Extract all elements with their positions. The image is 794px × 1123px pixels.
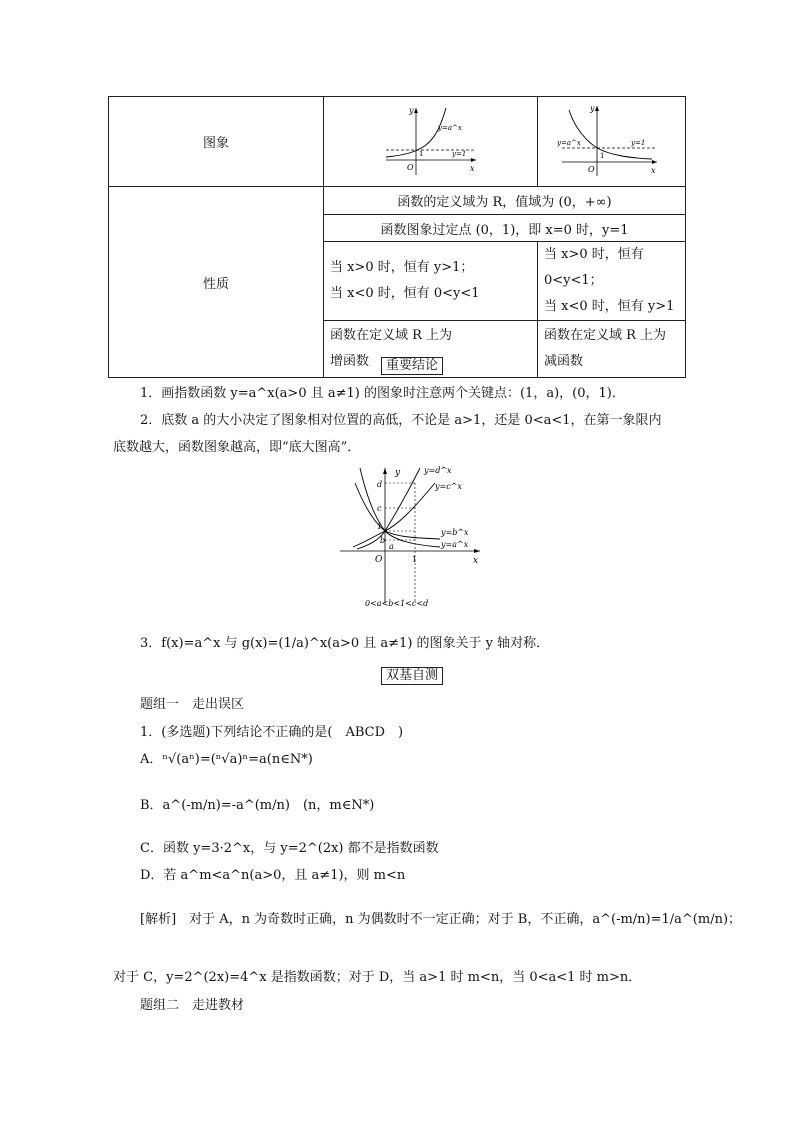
property-decreasing bbox=[538, 321, 686, 378]
property-fixed-point: 函数图象过定点 (0，1)，即 x=0 时，y=1 bbox=[324, 215, 686, 242]
row-label-graph: 图象 bbox=[109, 97, 324, 187]
conclusion-1: 1．画指数函数 y=a^x(a>0 且 a≠1) 的图象时注意两个关键点：(1，a)，(0，1)． bbox=[140, 386, 625, 401]
graph-a-less-than-1 bbox=[538, 97, 686, 187]
svg-text:1: 1 bbox=[418, 149, 423, 158]
svg-text:y=1: y=1 bbox=[630, 138, 645, 147]
svg-text:y=a^x: y=a^x bbox=[441, 540, 469, 549]
svg-text:x: x bbox=[469, 163, 475, 173]
question-1-option-c: C．函数 y=3·2^x，与 y=2^(2x) 都不是指数函数 bbox=[140, 841, 439, 856]
svg-text:b: b bbox=[380, 536, 386, 545]
svg-text:x: x bbox=[473, 556, 479, 566]
property-line: 增函数 bbox=[330, 354, 370, 369]
svg-text:1: 1 bbox=[412, 555, 418, 564]
conclusion-2-line2: 底数越大，函数图象越高，即“底大图高”． bbox=[113, 440, 361, 455]
svg-text:y=d^x: y=d^x bbox=[424, 466, 452, 475]
svg-text:y=a^x: y=a^x bbox=[437, 123, 462, 132]
property-line: 当 x>0 时，恒有 0<y<1； bbox=[544, 247, 644, 288]
section-heading-self-test: 双基自测 bbox=[381, 667, 443, 685]
exponential-family-figure bbox=[335, 463, 485, 613]
svg-text:0<a<b<1<c<d: 0<a<b<1<c<d bbox=[365, 599, 429, 608]
property-range-a-lt-1 bbox=[538, 242, 686, 321]
property-line: 当 x<0 时，恒有 y>1 bbox=[544, 299, 675, 314]
svg-text:1: 1 bbox=[377, 522, 383, 531]
group-1-title: 题组一 走出误区 bbox=[140, 697, 245, 712]
section-heading-conclusions: 重要结论 bbox=[381, 357, 443, 375]
svg-text:y: y bbox=[589, 103, 595, 113]
svg-text:1: 1 bbox=[599, 151, 604, 160]
property-line: 减函数 bbox=[544, 354, 584, 369]
svg-text:O: O bbox=[587, 164, 595, 174]
svg-text:y=1: y=1 bbox=[451, 149, 466, 158]
svg-text:x: x bbox=[650, 165, 656, 175]
property-line: 当 x<0 时，恒有 0<y<1 bbox=[330, 286, 480, 301]
svg-text:y=b^x: y=b^x bbox=[441, 528, 469, 537]
analysis-line-1: [解析] 对于 A，n 为奇数时正确，n 为偶数时不一定正确；对于 B，不正确，a^(-m/n)=1/a^(m/n)； bbox=[140, 912, 742, 927]
decreasing-exponential-graph bbox=[557, 100, 667, 180]
question-1-option-b: B．a^(-m/n)=-a^(m/n) (n，m∈N*) bbox=[140, 798, 375, 813]
graph-a-greater-than-1 bbox=[324, 97, 538, 187]
property-domain-range: 函数的定义域为 R，值域为 (0，+∞) bbox=[324, 187, 686, 215]
conclusion-3: 3．f(x)=a^x 与 g(x)=(1/a)^x(a>0 且 a≠1) 的图象关于 y 轴对称． bbox=[140, 636, 550, 651]
question-1-option-d: D．若 a^m<a^n(a>0，且 a≠1)，则 m<n bbox=[140, 868, 406, 883]
property-line: 函数在定义域 R 上为 bbox=[544, 328, 667, 343]
question-1-option-a: A．ⁿ√(aⁿ)=(ⁿ√a)ⁿ=a(n∈N*) bbox=[140, 752, 313, 767]
exponential-properties-table bbox=[108, 96, 686, 378]
group-2-title: 题组二 走进教材 bbox=[140, 998, 245, 1013]
question-1-stem: 1．(多选题)下列结论不正确的是( ABCD ) bbox=[140, 725, 404, 740]
svg-text:y: y bbox=[395, 468, 401, 478]
conclusion-2-line1: 2．底数 a 的大小决定了图象相对位置的高低，不论是 a>1，还是 0<a<1，在第一象限内 bbox=[140, 413, 662, 428]
property-line: 函数在定义域 R 上为 bbox=[330, 328, 453, 343]
svg-text:y=a^x: y=a^x bbox=[556, 138, 581, 147]
svg-text:y: y bbox=[408, 105, 414, 115]
svg-text:O: O bbox=[406, 162, 414, 172]
property-line: 当 x>0 时，恒有 y>1； bbox=[330, 260, 474, 275]
row-label-properties: 性质 bbox=[109, 187, 324, 378]
svg-text:c: c bbox=[377, 504, 382, 513]
svg-text:y=c^x: y=c^x bbox=[435, 482, 462, 491]
svg-text:a: a bbox=[389, 542, 394, 551]
analysis-line-2: 对于 C，y=2^(2x)=4^x 是指数函数；对于 D，当 a>1 时 m<n，当 0<a<1 时 m>n． bbox=[113, 970, 642, 985]
increasing-exponential-graph bbox=[376, 100, 486, 180]
property-range-a-gt-1 bbox=[324, 242, 538, 321]
svg-text:O: O bbox=[375, 555, 383, 565]
svg-text:d: d bbox=[377, 480, 383, 489]
